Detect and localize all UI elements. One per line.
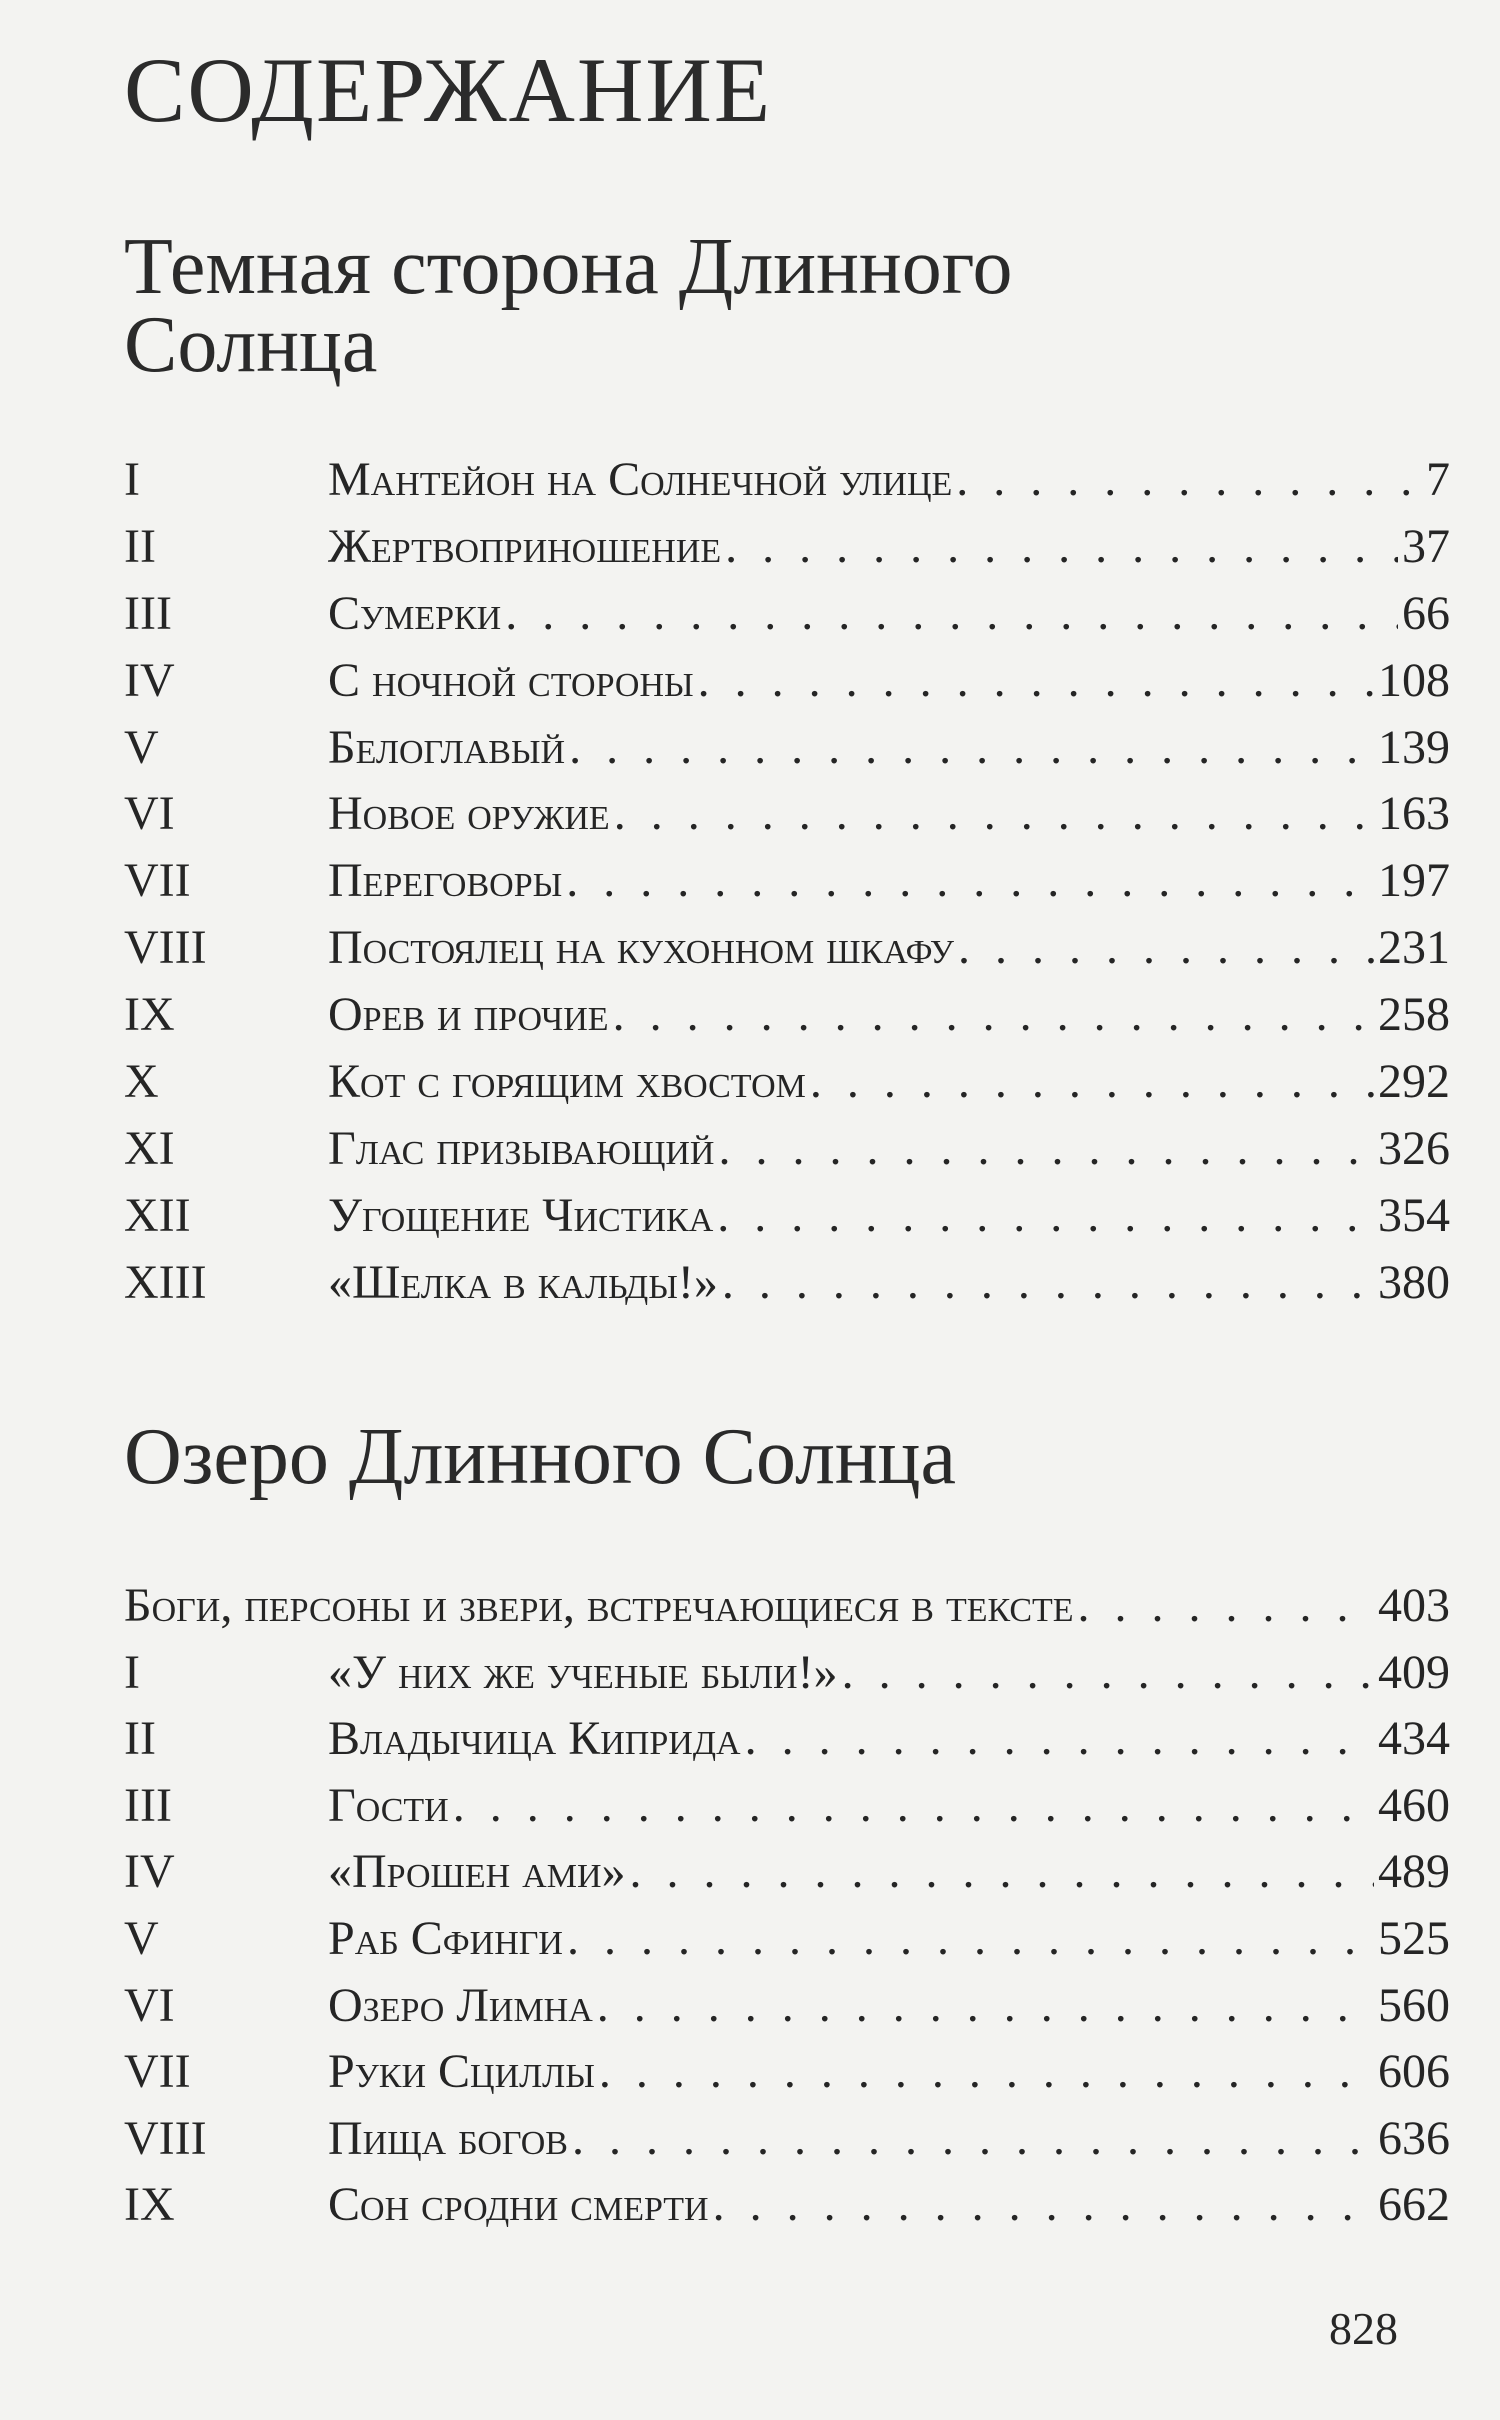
page-title: СОДЕРЖАНИЕ [124,39,773,141]
page-number: 231 [1378,921,1450,975]
page-number: 197 [1378,854,1450,908]
chapter-number: IV [124,1845,175,1899]
toc-entry [124,1054,1450,1121]
dot-leader [745,1711,1374,1766]
chapter-title: Сон сродни смерти [328,2178,709,2232]
toc-entry [124,1645,1450,1712]
toc-entry [124,1911,1450,1978]
dot-leader [958,920,1374,975]
toc-entry [124,2111,1450,2178]
chapter-title: Угощение Чистика [328,1188,714,1242]
toc-entry [124,987,1450,1054]
dot-leader [569,720,1374,775]
toc-entry [124,853,1450,920]
chapter-number: III [124,1778,172,1832]
page-number: 489 [1378,1845,1450,1899]
page-number: 354 [1378,1188,1450,1242]
chapter-title: Глас призывающий [328,1121,715,1175]
chapter-number: XII [124,1188,191,1242]
page-number: 37 [1402,519,1450,573]
chapter-title: Раб Сфинги [328,1911,563,1965]
dot-leader [599,2044,1374,2099]
chapter-title: С ночной стороны [328,653,694,707]
chapter-number: III [124,586,172,640]
toc-list [124,1578,1450,2244]
page-number: 139 [1378,720,1450,774]
chapter-title: Постоялец на кухонном шкафу [328,921,954,975]
page-number: 163 [1378,787,1450,841]
chapter-number: VI [124,1978,175,2032]
dot-leader [956,452,1422,507]
dot-leader [453,1778,1374,1833]
chapter-title: Новое оружие [328,787,610,841]
page-number: 292 [1378,1055,1450,1109]
section-title-line: Солнца [124,301,378,389]
dot-leader [722,1255,1374,1310]
dot-leader [698,653,1374,708]
chapter-title: «Прошен ами» [328,1845,626,1899]
section-title-line: Озеро Длинного Солнца [124,1413,956,1501]
chapter-title: Руки Сциллы [328,2045,595,2099]
toc-entry [124,920,1450,987]
toc-entry [124,1778,1450,1845]
toc-entry [124,1844,1450,1911]
toc-entry [124,1188,1450,1255]
dot-leader [567,1911,1374,1966]
page-number: 326 [1378,1121,1450,1175]
chapter-title: Мантейон на Солнечной улице [328,453,953,506]
section-title [124,223,1013,389]
chapter-number: VII [124,854,191,908]
chapter-number: VII [124,2045,191,2099]
page-number: 403 [1378,1579,1450,1632]
page-number: 525 [1378,1911,1450,1965]
chapter-title: Орев и прочие [328,988,609,1042]
chapter-number: II [124,519,156,573]
toc-entry [124,586,1450,653]
toc-entry [124,519,1450,586]
dot-leader [505,586,1398,641]
chapter-title: Пища богов [328,2111,568,2165]
toc-entry [124,2044,1450,2111]
toc-entry [124,1121,1450,1188]
page-number: 662 [1378,2178,1450,2232]
dot-leader [719,1121,1375,1176]
page-number: 7 [1426,453,1450,506]
chapter-number: VI [124,787,175,841]
toc-entry [124,452,1450,519]
chapter-number: VIII [124,921,207,975]
toc-entry [124,1255,1450,1322]
chapter-number: V [124,1911,159,1965]
dot-leader [614,786,1374,841]
chapter-title: «Шелка в кальды!» [328,1255,718,1309]
dot-leader [810,1054,1374,1109]
dot-leader [613,987,1374,1042]
dot-leader [597,1978,1374,2033]
chapter-number: IV [124,653,175,707]
chapter-title: Озеро Лимна [328,1978,593,2032]
page-number: 409 [1378,1645,1450,1699]
chapter-number: IX [124,988,175,1042]
toc-entry [124,1978,1450,2045]
dot-leader [630,1844,1374,1899]
chapter-number: X [124,1055,159,1109]
page-folio: 828 [1329,2303,1398,2354]
chapter-number: V [124,720,159,774]
toc-entry [124,653,1450,720]
toc-entry [124,786,1450,853]
toc-list [124,452,1450,1322]
chapter-title: Кот с горящим хвостом [328,1055,806,1109]
page-number: 460 [1378,1778,1450,1832]
page-number: 258 [1378,988,1450,1042]
chapter-title: Владычица Киприда [328,1712,741,1766]
chapter-title: Гости [328,1778,449,1832]
chapter-number: I [124,453,140,506]
page-number: 66 [1402,586,1450,640]
section-title [124,1413,956,1501]
dot-leader [725,519,1398,574]
section-title-line: Темная сторона Длинного [124,223,1013,311]
chapter-number: IX [124,2178,175,2232]
chapter-title: «У них же ученые были!» [328,1645,838,1699]
toc-entry [124,2177,1450,2244]
toc-entry [124,720,1450,787]
page-number: 560 [1378,1978,1450,2032]
page-number: 108 [1378,653,1450,707]
dot-leader [717,1188,1374,1243]
chapter-title: Сумерки [328,586,502,640]
dot-leader [1078,1578,1374,1633]
chapter-number: XI [124,1121,175,1175]
chapter-number: I [124,1645,140,1699]
chapter-title: Боги, персоны и звери, встречающиеся в тексте [124,1579,1074,1632]
chapter-title: Белоглавый [328,720,566,774]
chapter-number: XIII [124,1255,207,1309]
dot-leader [566,853,1374,908]
page-number: 434 [1378,1712,1450,1766]
chapter-title: Переговоры [328,854,563,908]
page-number: 380 [1378,1255,1450,1309]
dot-leader [842,1645,1374,1700]
dot-leader [572,2111,1374,2166]
chapter-number: VIII [124,2111,207,2165]
chapter-number: II [124,1712,156,1766]
page-number: 606 [1378,2045,1450,2099]
dot-leader [713,2177,1374,2232]
toc-entry [124,1711,1450,1778]
chapter-title: Жертвоприношение [328,519,722,573]
toc-entry-intro [124,1578,1450,1645]
page-number: 636 [1378,2111,1450,2165]
